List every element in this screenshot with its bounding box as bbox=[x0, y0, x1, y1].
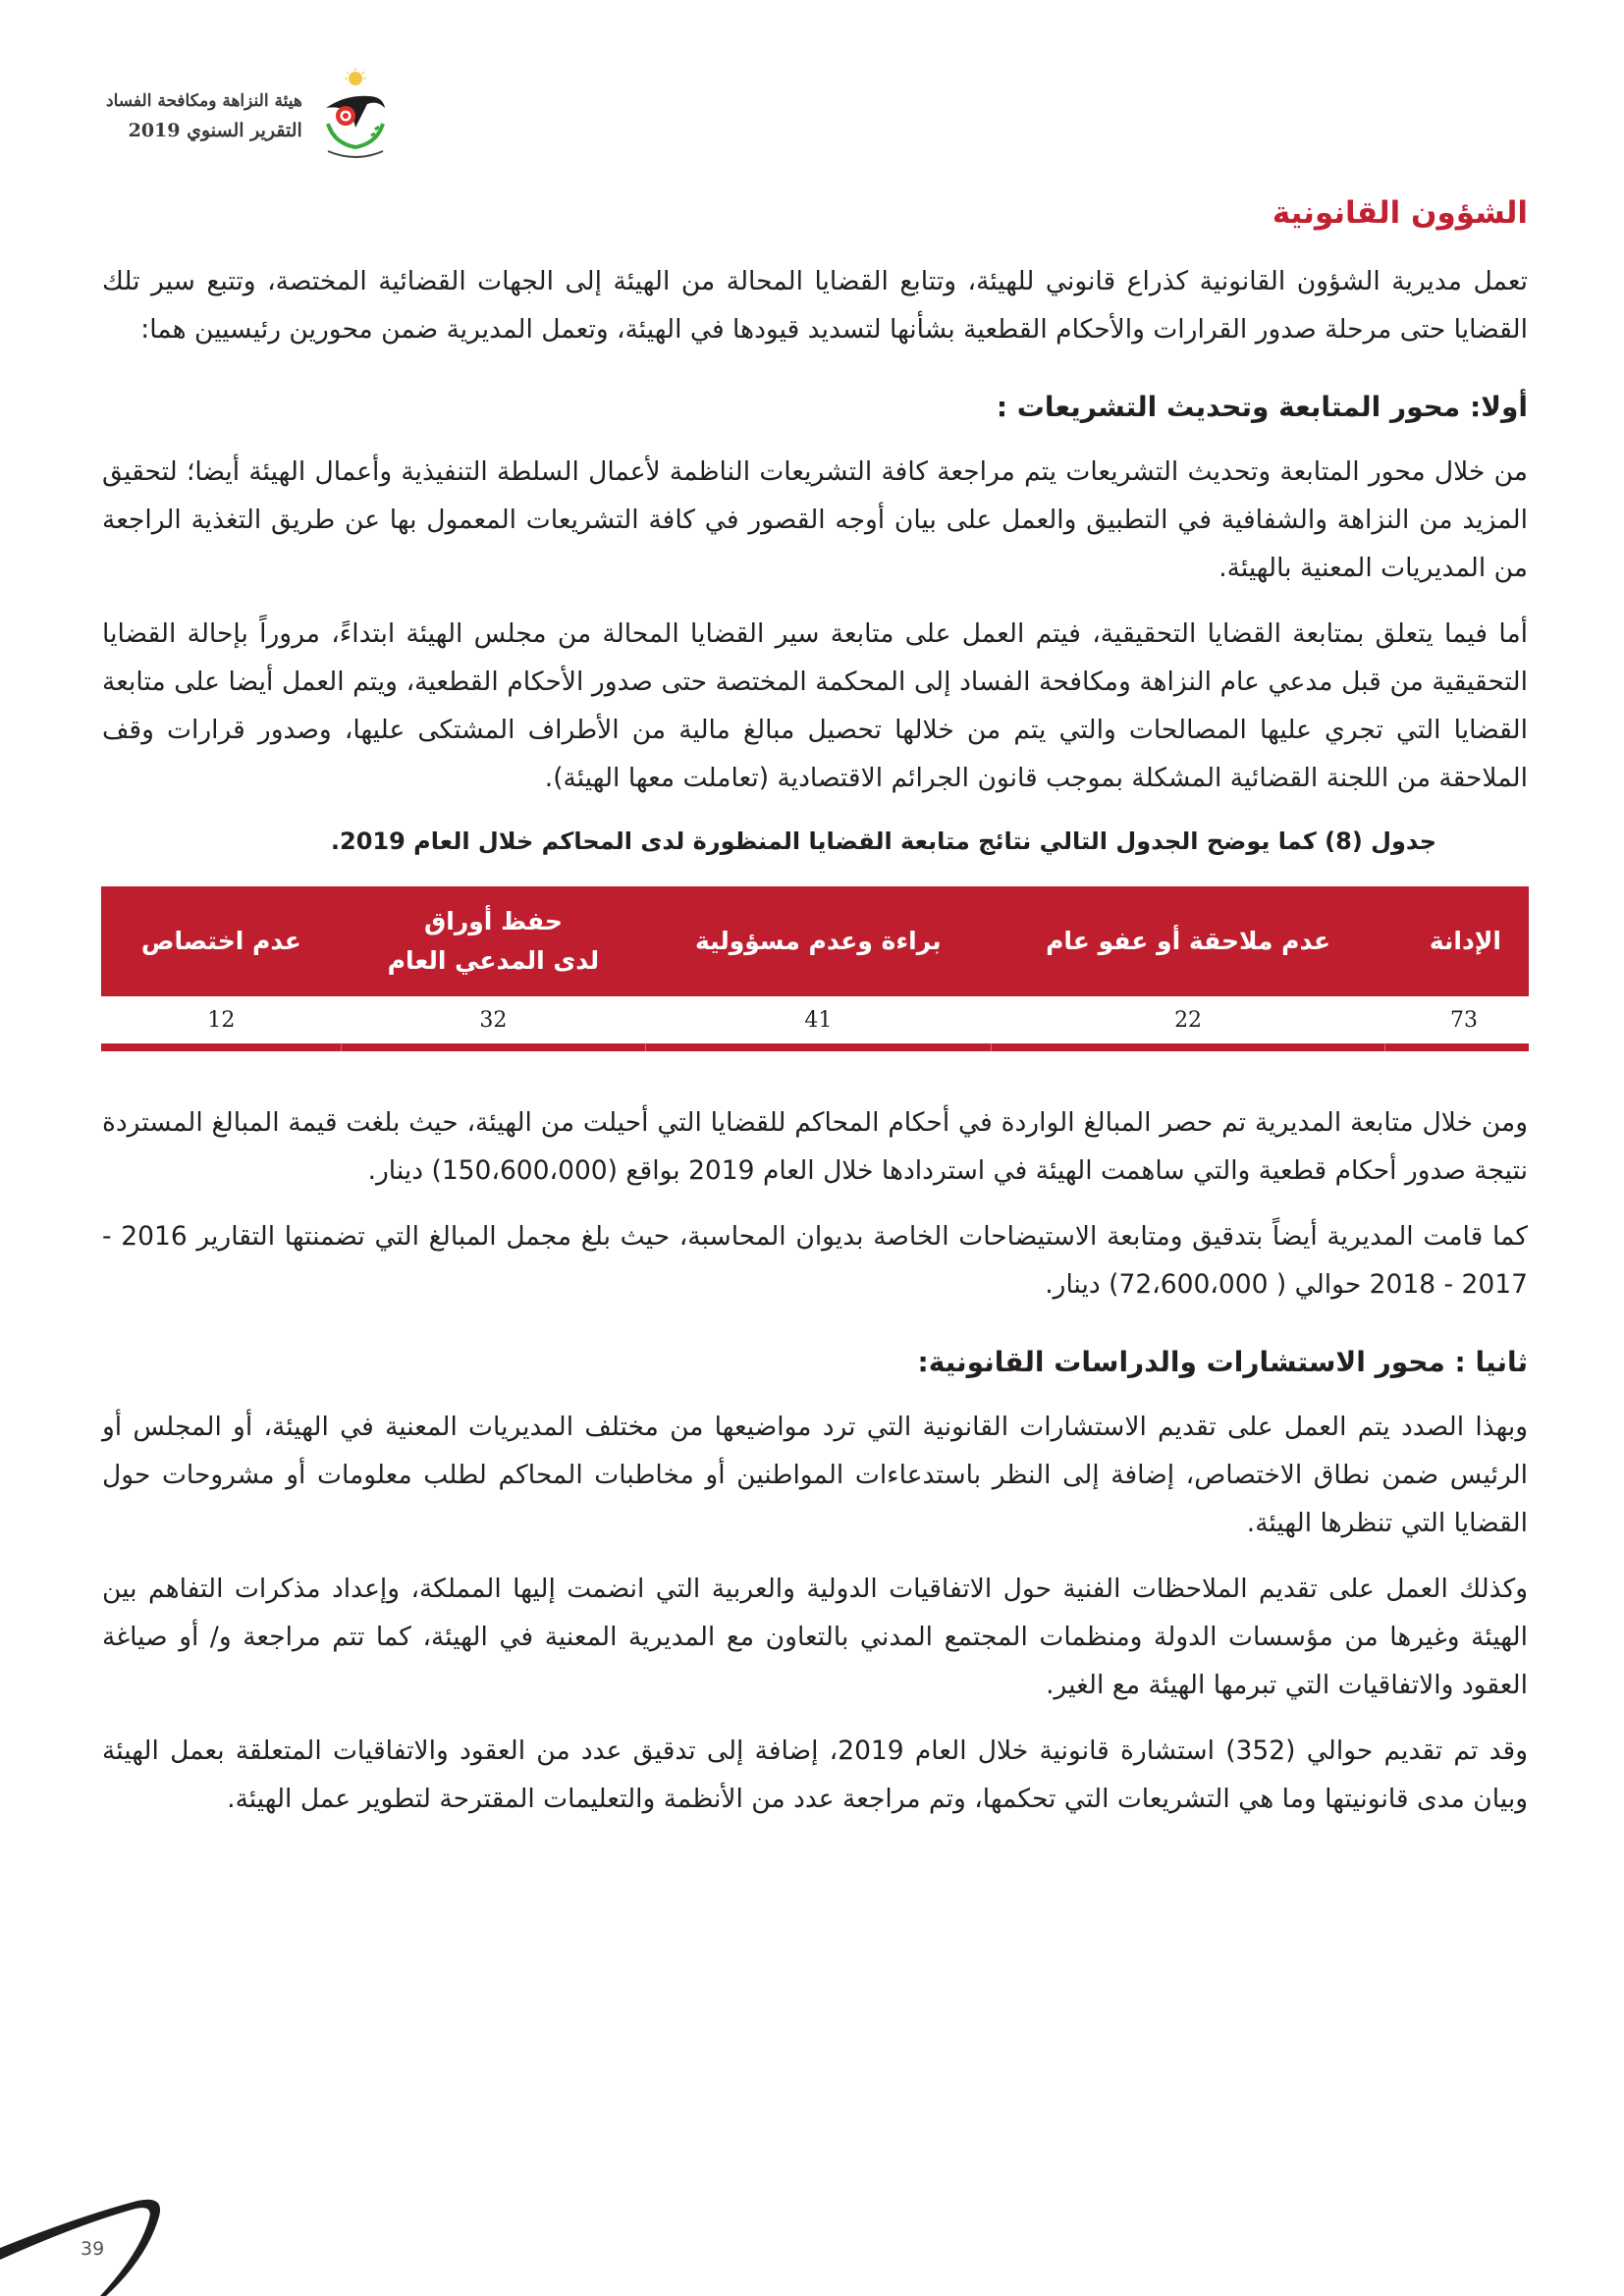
table-header-row bbox=[101, 886, 1529, 996]
table-bottom-rule bbox=[101, 1043, 1529, 1051]
organization-name: هيئة النزاهة ومكافحة الفساد bbox=[106, 91, 302, 111]
value-conviction: 73 bbox=[1450, 1007, 1478, 1033]
axis2-heading: ثانيا : محور الاستشارات والدراسات القانونية: bbox=[917, 1346, 1528, 1378]
section-title: الشؤون القانونية bbox=[1272, 195, 1528, 231]
value-no-jurisdiction: 12 bbox=[207, 1007, 236, 1033]
value-acquittal: 41 bbox=[804, 1007, 833, 1033]
intro-paragraph: تعمل مديرية الشؤون القانونية كذراع قانوني للهيئة، وتتابع القضايا المحالة من الهيئة إلى الجهات القضائية المختصة، وتتبع سير تلك القضايا حتى مرحلة صدور القرارات والأحكام القطعية بشأنها لتسديد قيودها في الهيئة، وتعمل المديرية ضمن محورين رئيسيين هما: bbox=[102, 266, 1528, 345]
value-no-prosecution: 22 bbox=[1174, 1007, 1203, 1033]
header-no-prosecution: عدم ملاحقة أو عفو عام bbox=[992, 886, 1385, 996]
axis1-paragraph-3: ومن خلال متابعة المديرية تم حصر المبالغ الواردة في أحكام المحاكم للقضايا التي أحيلت من الهيئة، حيث بلغت قيمة المبالغ المستردة نتيجة صدور أحكام قطعية والتي ساهمت الهيئة في استردادها خلال العام 2019 بواقع (150،600،000) دينار. bbox=[102, 1107, 1528, 1186]
header-text bbox=[106, 86, 302, 145]
header-no-jurisdiction: عدم اختصاص bbox=[101, 886, 342, 996]
axis2-paragraph-1: وبهذا الصدد يتم العمل على تقديم الاستشارات القانونية التي ترد مواضيعها من مختلف المديريات المعنية في الهيئة، أو المجلس أو الرئيس ضمن نطاق الاختصاص، إضافة إلى النظر باستدعاءات المواطنين أو مخاطبات المحاكم لطلب معلومات أو مشروحات حول القضايا التي تنظرها الهيئة. bbox=[102, 1412, 1528, 1538]
integrity-commission-logo-icon bbox=[316, 67, 395, 165]
header-file-closed-line1: حفظ أوراق bbox=[423, 907, 563, 935]
header-file-closed-line2: لدى المدعي العام bbox=[387, 946, 600, 975]
table-caption: جدول (8) كما يوضح الجدول التالي نتائج متابعة القضايا المنظورة لدى المحاكم خلال العام 2019. bbox=[330, 828, 1437, 855]
page-header bbox=[106, 67, 395, 165]
report-title: التقرير السنوي 2019 bbox=[128, 120, 302, 141]
axis1-paragraph-1: من خلال محور المتابعة وتحديث التشريعات يتم مراجعة كافة التشريعات الناظمة لأعمال السلطة التنفيذية وأعمال الهيئة أيضا؛ لتحقيق المزيد من النزاهة والشفافية في التطبيق والعمل على بيان أوجه القصور في كافة التشريعات المعمول بها عن طريق التغذية الراجعة من المديريات المعنية بالهيئة. bbox=[102, 456, 1528, 583]
axis1-paragraph-4: كما قامت المديرية أيضاً بتدقيق ومتابعة الاستيضاحات الخاصة بديوان المحاسبة، حيث بلغ مجمل المبالغ التي تضمنتها التقارير 2016 - 2017 - 2018 حوالي ( 72،600،000) دينار. bbox=[102, 1221, 1528, 1300]
axis1-heading: أولا: محور المتابعة وتحديث التشريعات : bbox=[996, 391, 1528, 423]
table-row bbox=[101, 996, 1529, 1043]
value-file-closed: 32 bbox=[479, 1007, 508, 1033]
header-file-closed bbox=[342, 886, 645, 996]
page-content bbox=[102, 188, 1528, 1841]
header-conviction: الإدانة bbox=[1384, 886, 1529, 996]
axis2-paragraph-3: وقد تم تقديم حوالي (352) استشارة قانونية خلال العام 2019، إضافة إلى تدقيق عدد من العقود والاتفاقيات المتعلقة بعمل الهيئة وبيان مدى قانونيتها وما هي التشريعات التي تحكمها، وتم مراجعة عدد من الأنظمة والتعليمات المقترحة لتطوير عمل الهيئة. bbox=[102, 1735, 1529, 1814]
header-acquittal: براءة وعدم مسؤولية bbox=[645, 886, 992, 996]
page-number: 39 bbox=[81, 2238, 105, 2260]
axis1-paragraph-2: أما فيما يتعلق بمتابعة القضايا التحقيقية، فيتم العمل على متابعة سير القضايا المحالة من مجلس الهيئة ابتداءً، مروراً بإحالة القضايا التحقيقية من قبل مدعي عام النزاهة ومكافحة الفساد إلى المحكمة المختصة حتى صدور الأحكام القطعية، ويتم العمل أيضا على متابعة القضايا التي تجري عليها المصالحات والتي يتم من خلالها تحصيل مبالغ مالية من الأطراف المشتكى عليها، وصدور قرارات وقف الملاحقة من اللجنة القضائية المشكلة بموجب قانون الجرائم الاقتصادية (تعاملت معها الهيئة). bbox=[102, 618, 1528, 793]
court-results-table bbox=[101, 886, 1529, 1051]
axis2-paragraph-2: وكذلك العمل على تقديم الملاحظات الفنية حول الاتفاقيات الدولية والعربية التي انضمت إليها المملكة، وإعداد مذكرات التفاهم بين الهيئة وغيرها من مؤسسات الدولة ومنظمات المجتمع المدني بالتعاون مع المديرية المعنية في الهيئة، كما تتم مراجعة و/ أو صياغة العقود والاتفاقيات التي تبرمها الهيئة مع الغير. bbox=[102, 1574, 1528, 1700]
